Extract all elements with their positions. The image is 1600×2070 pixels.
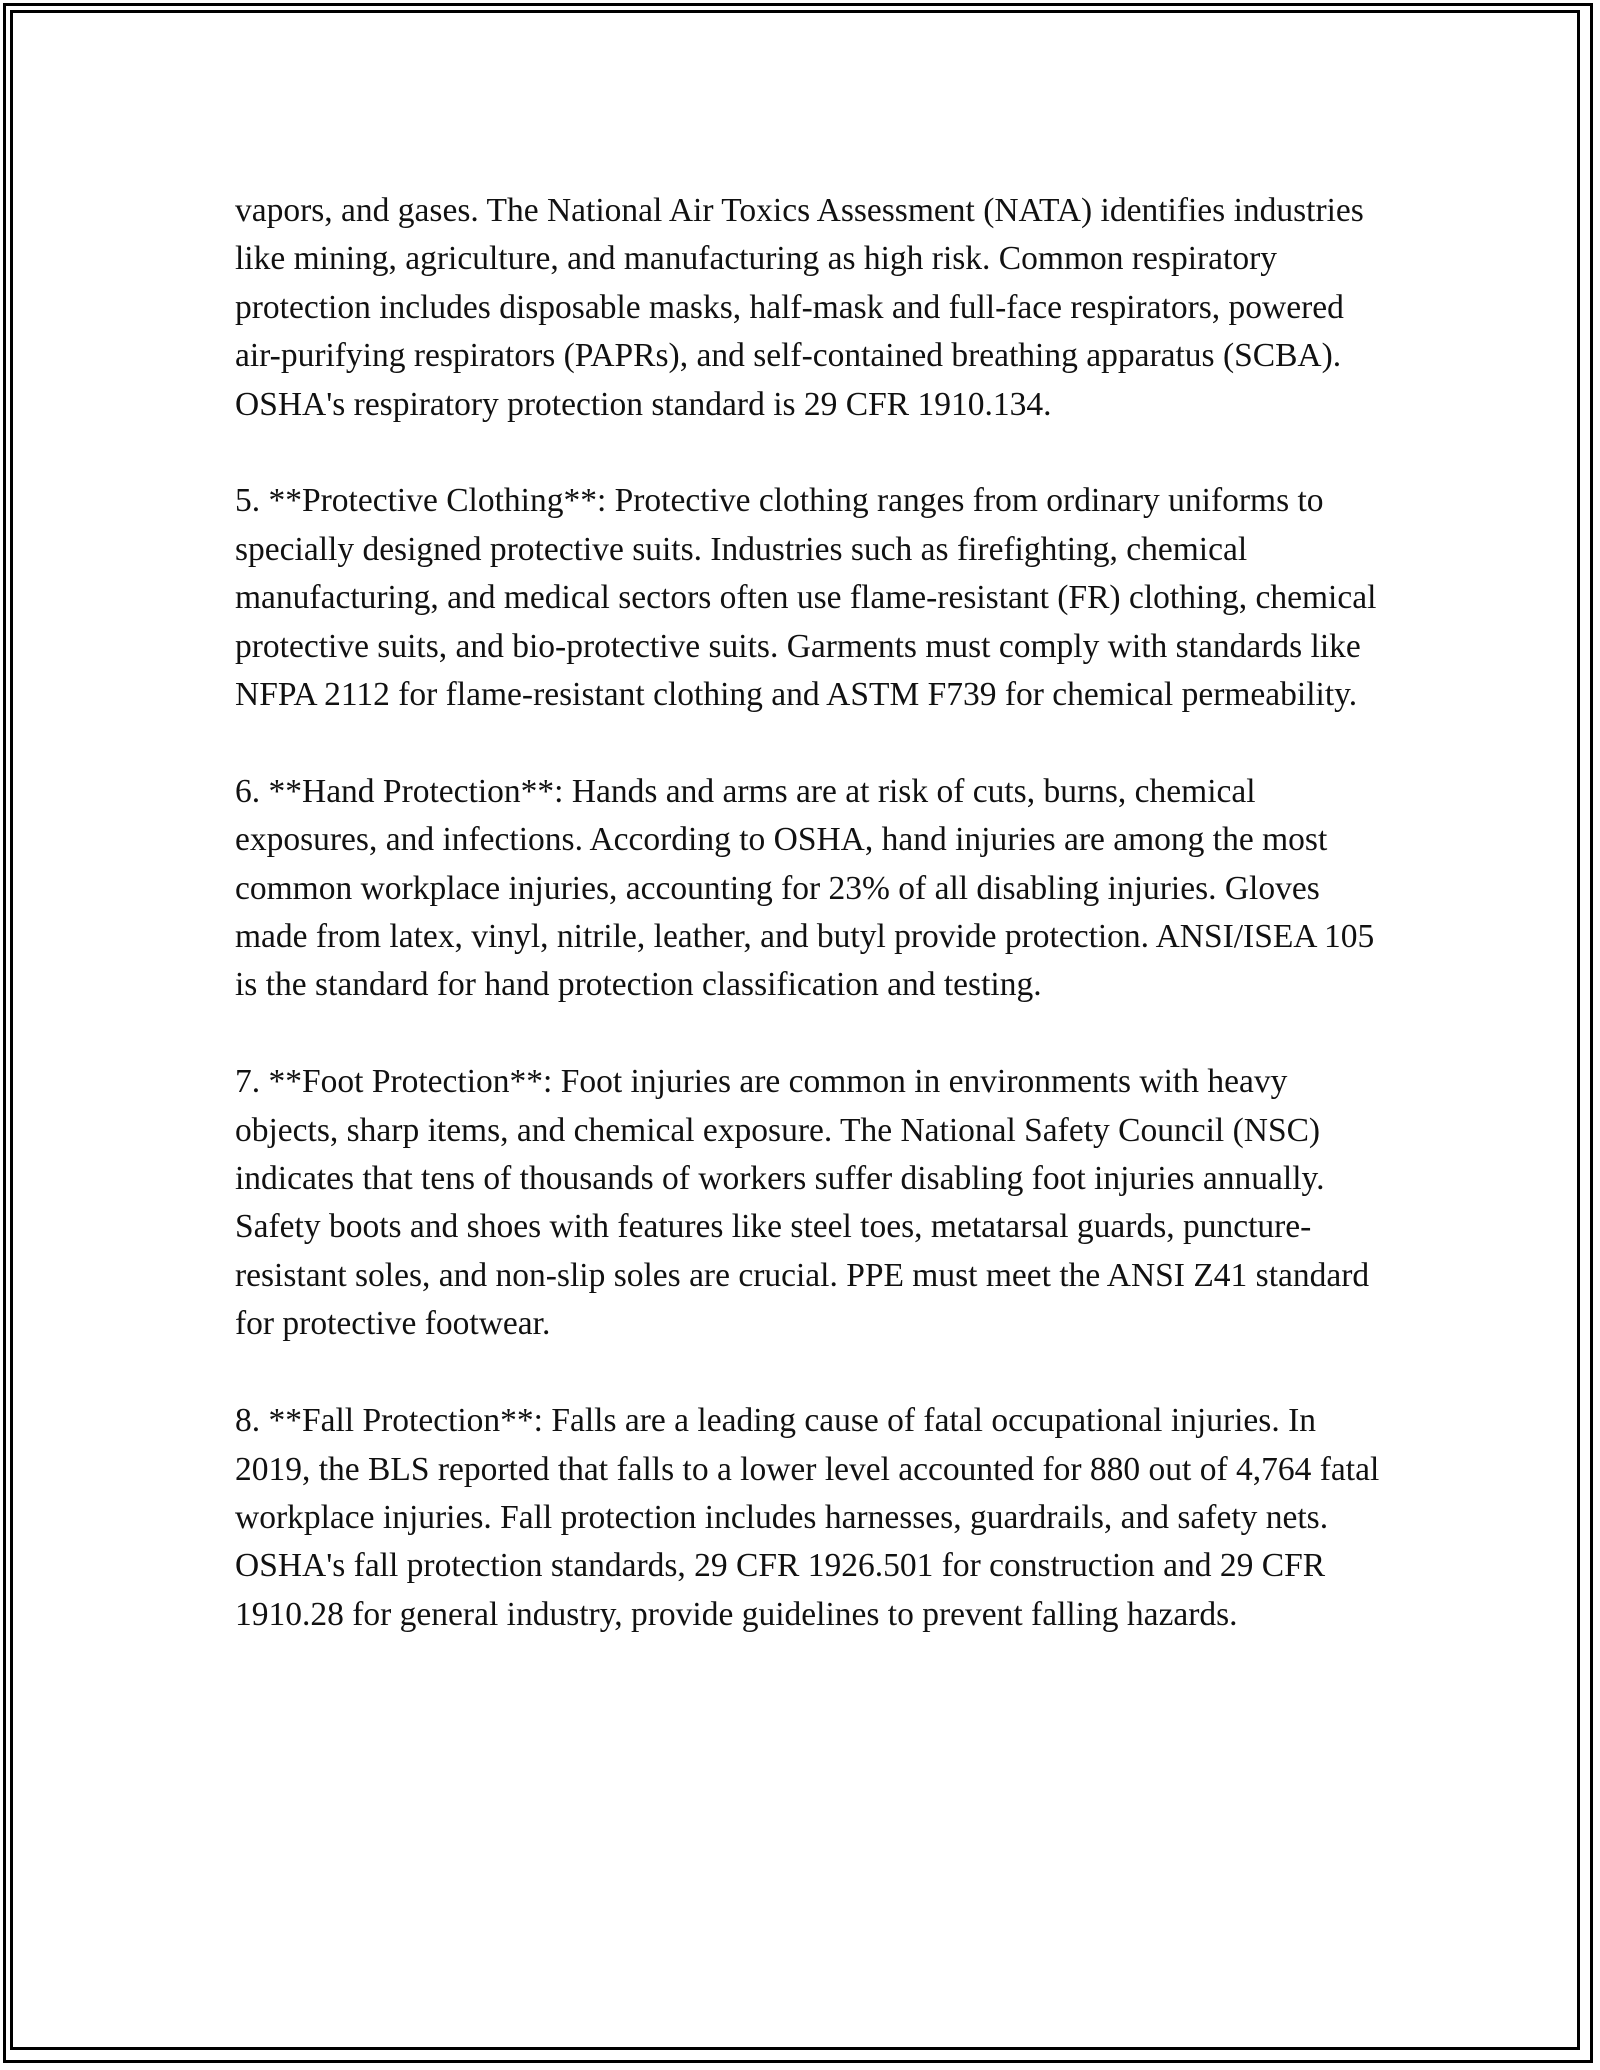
paragraph-protective-clothing: 5. **Protective Clothing**: Protective clothing ranges from ordinary uniforms to specially designed protective suits. Industries such as firefighting, chemical manufacturing, and medical sectors often use flame-resistant (FR) clothing, chemical protective suits, and bio-protective suits. Garments must comply with standards like NFPA 2112 for flame-resistant clothing and ASTM F739 for chemical permeability. <box>235 482 1377 714</box>
paragraph-fall-protection: 8. **Fall Protection**: Falls are a leading cause of fatal occupational injuries. In 2019, the BLS reported that falls to a lower level accounted for 880 out of 4,764 fatal workplace injuries. Fall protection includes harnesses, guardrails, and safety nets. OSHA's fall protection standards, 29 CFR 1926.501 for construction and 29 CFR 1910.28 for general industry, provide guidelines to prevent falling hazards. <box>235 1402 1380 1633</box>
paragraph-foot-protection: 7. **Foot Protection**: Foot injuries are common in environments with heavy objects, sharp items, and chemical exposure. The National Safety Council (NSC) indicates that tens of thousands of workers suffer disabling foot injuries annually. Safety boots and shoes with features like steel toes, metatarsal guards, puncture-resistant soles, and non-slip soles are crucial. PPE must meet the ANSI Z41 standard for protective footwear. <box>235 1063 1370 1343</box>
paragraph-respiratory-continued: vapors, and gases. The National Air Toxics Assessment (NATA) identifies industries like mining, agriculture, and manufacturing as high risk. Common respiratory protection includes disposable masks, half-mask and full-face respirators, powered air-purifying respirators (PAPRs), and self-contained breathing apparatus (SCBA). OSHA's respiratory protection standard is 29 CFR 1910.134. <box>235 192 1364 423</box>
paragraph-hand-protection: 6. **Hand Protection**: Hands and arms are at risk of cuts, burns, chemical exposures, and infections. According to OSHA, hand injuries are among the most common workplace injuries, accounting for 23% of all disabling injuries. Gloves made from latex, vinyl, nitrile, leather, and butyl provide protection. ANSI/ISEA 105 is the standard for hand protection classification and testing. <box>235 772 1375 1004</box>
document-body <box>235 187 1385 1688</box>
